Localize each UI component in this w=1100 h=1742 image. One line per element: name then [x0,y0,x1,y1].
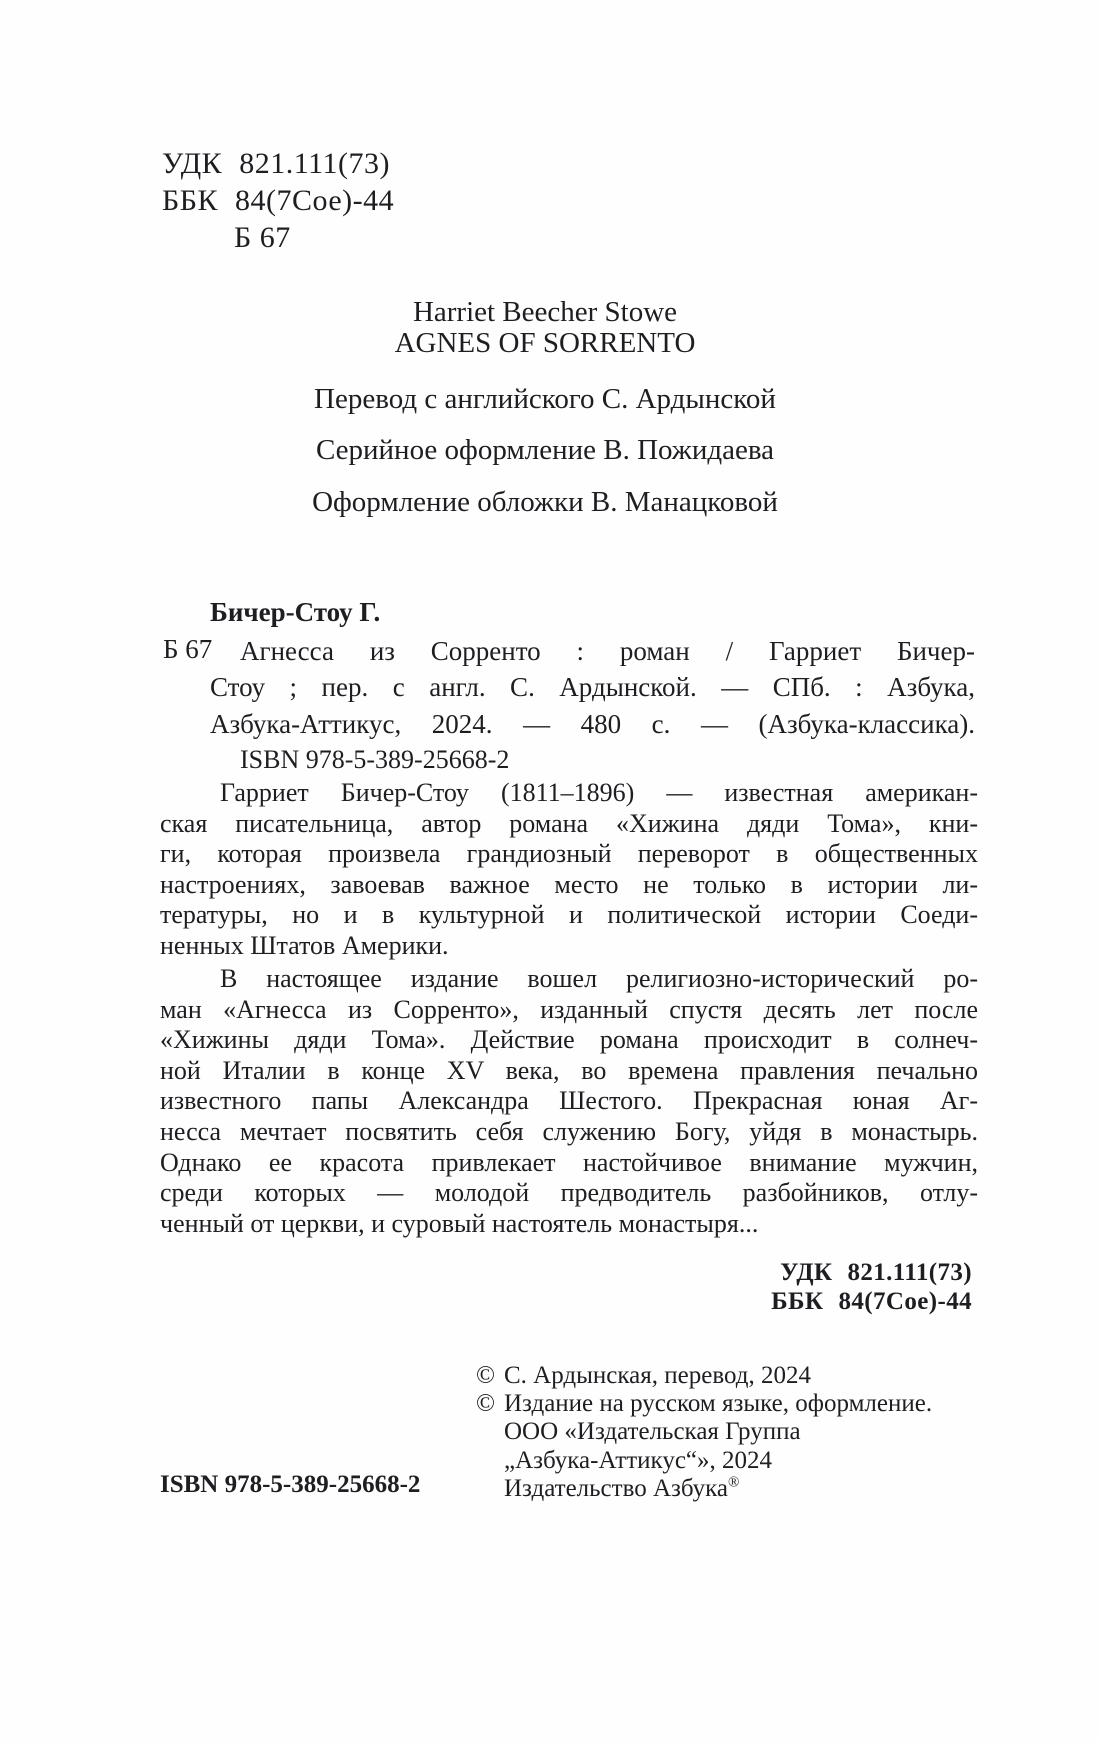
card-isbn: ISBN 978-5-389-25668-2 [240,745,510,775]
catalog-card-author: Бичер-Стоу Г. [210,597,381,627]
copyright-line [476,1362,996,1390]
annotation-line: тературы, но и в культурной и политической истории Соеди- [160,900,978,930]
annotation-line: несса мечтает посвятить себя служению Богу, уйдя в монастырь. [160,1116,978,1146]
isbn-bottom: ISBN 978-5-389-25668-2 [160,1471,421,1498]
udk-value: 821.111(73) [847,1259,972,1286]
bbk-label: ББК [162,184,218,217]
copyright-block [476,1362,996,1503]
copyright-icon: © [476,1362,495,1389]
cover-design-credit: Оформление обложки В. Манацковой [312,486,778,518]
annotation-line: ченный от церкви, и суровый настоятель монастыря... [160,1208,759,1238]
udk-value: 821.111(73) [239,147,390,180]
annotation-line: ги, которая произвела грандиозный переворот в общественных [160,839,978,869]
copyright-text: С. Ардынская, перевод, 2024 [504,1362,811,1389]
original-title-block [160,297,930,359]
card-line: Агнесса из Сорренто : роман / Гарриет Бичер- [240,636,975,666]
annotation-line: настроениях, завоевав важное место не только в истории ли- [160,869,978,899]
card-line: Стоу ; пер. с англ. С. Ардынской. — СПб. : Азбука, [210,672,975,703]
udk-label: УДК [780,1259,833,1286]
registered-trademark-icon: ® [728,1474,740,1491]
catalog-card-code: Б 67 [163,634,213,664]
bottom-classification-codes [160,1259,972,1316]
book-title-en: AGNES OF SORRENTO [394,327,696,359]
annotation-line: Однако ее красота привлекает настойчивое внимание мужчин, [160,1147,978,1177]
annotation-line: ненных Штатов Америки. [160,930,449,960]
copyright-icon: © [476,1390,495,1418]
copyright-text: Издание на русском языке, оформление. [504,1390,933,1418]
publisher-name: Издательство Азбука [504,1474,729,1502]
annotation-line: среди которых — молодой предводитель разбойников, отлу- [160,1178,978,1208]
card-line: Азбука-Аттикус, 2024. — 480 с. — (Азбука-классика). [210,708,975,739]
annotation-paragraph-2 [160,964,978,1239]
bbk-value: 84(7Сое)-44 [838,1287,972,1315]
bbk-value: 84(7Сое)-44 [234,184,395,217]
bbk-label: ББК [771,1287,824,1315]
bbk-line [162,182,394,219]
annotation-line: ман «Агнесса из Сорренто», изданный спустя десять лет после [160,994,978,1024]
udk-line-bottom [160,1259,972,1288]
udk-line [162,145,394,182]
copyright-line [476,1390,996,1418]
catalog-card-description [210,633,975,779]
annotation-line: «Хижины дяди Тома». Действие романа происходит в солнеч- [160,1025,978,1055]
bbk-line-bottom [160,1288,972,1317]
author-code: Б 67 [234,221,291,254]
series-design-credit: Серийное оформление В. Пожидаева [315,434,775,466]
annotation-paragraph-1 [160,778,978,962]
copyright-line [476,1475,996,1503]
annotation-line: ной Италии в конце XV века, во времена правления печально [160,1055,978,1085]
translation-credit: Перевод с английского С. Ардынской [314,383,776,415]
annotation-line: известного папы Александра Шестого. Прекрасная юная Аг- [160,1086,978,1116]
top-classification-codes [162,145,394,256]
udk-label: УДК [162,147,223,180]
annotation-line: В настоящее издание вошел религиозно-исторический ро- [220,964,978,993]
annotation-line: ская писательница, автор романа «Хижина дяди Тома», кни- [160,808,978,838]
copyright-line: „Азбука-Аттикус“», 2024 [504,1446,773,1474]
copyright-line: ООО «Издательская Группа [504,1418,801,1446]
annotation-line: Гарриет Бичер-Стоу (1811–1896) — известная американ- [220,778,978,807]
author-name-en: Harriet Beecher Stowe [412,296,678,328]
